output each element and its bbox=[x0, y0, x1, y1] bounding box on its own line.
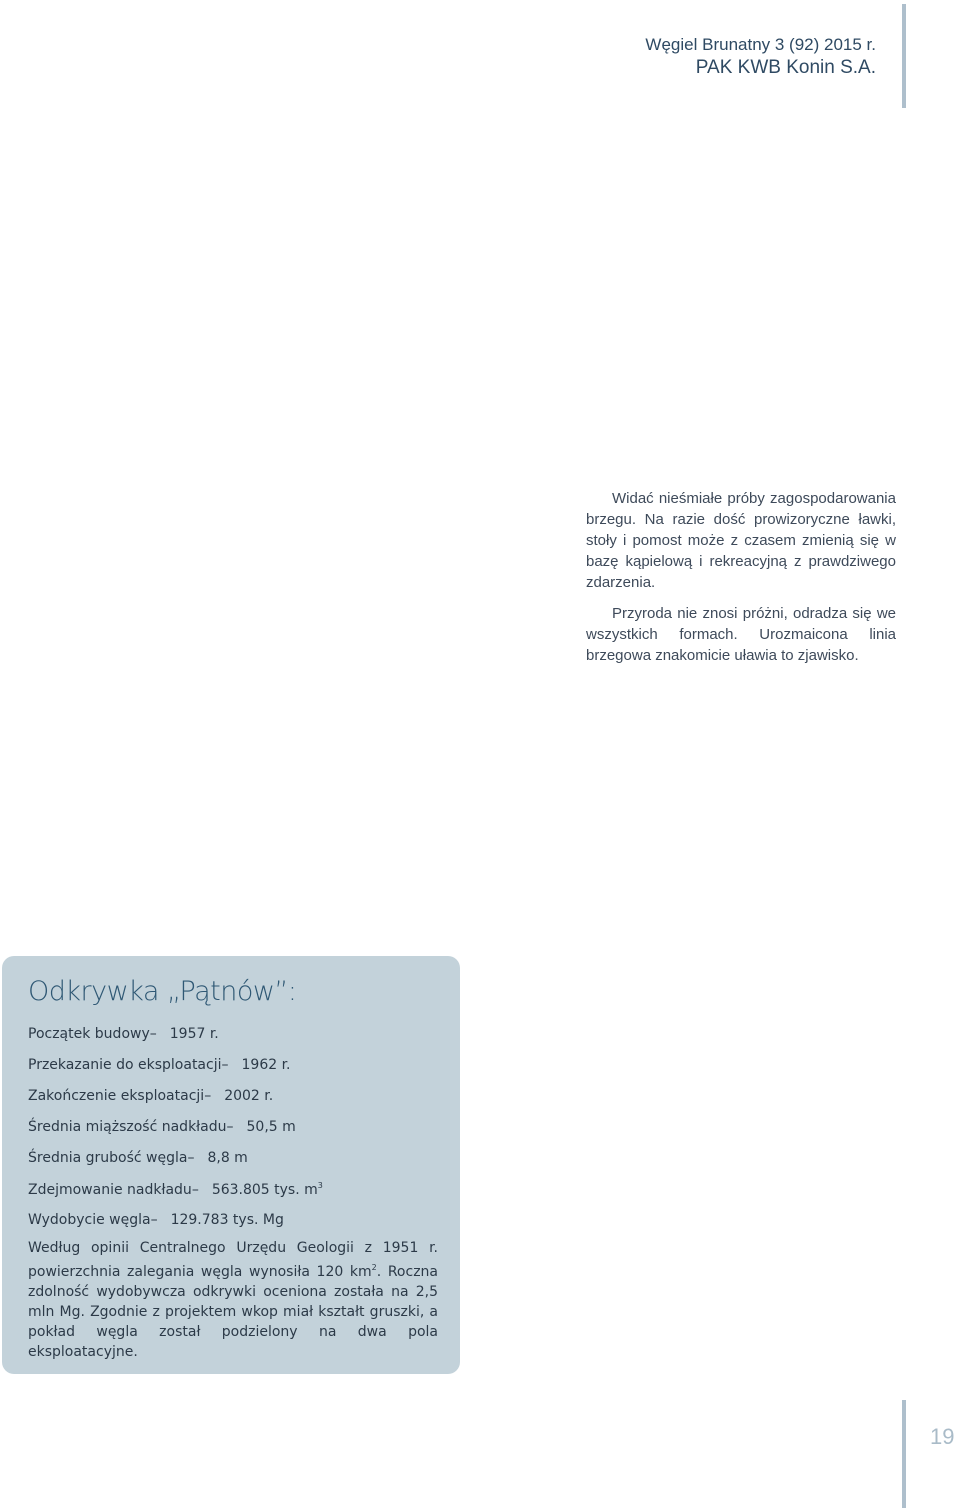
fact-row: Zdejmowanie nadkładu– 563.805 tys. $m^3$ bbox=[28, 1181, 323, 1198]
fact-row: Przekazanie do eksploatacji– 1962 r. bbox=[28, 1057, 291, 1073]
info-box bbox=[2, 956, 460, 1374]
fact-label: Zakończenie eksploatacji bbox=[28, 1088, 205, 1104]
fact-row: Średnia miąższość nadkładu– 50,5 m bbox=[28, 1119, 296, 1135]
fact-value: 563.805 tys. m bbox=[211, 1182, 318, 1198]
info-box-note bbox=[28, 1238, 438, 1362]
journal-title: Węgiel Brunatny 3 (92) 2015 r. bbox=[645, 35, 876, 54]
header-rule bbox=[902, 4, 906, 108]
paragraph: Przyroda nie znosi próżni, odradza się we wszystkich formach. Urozmaicona linia brzegowa znakomicie uławia to zjawisko. bbox=[586, 605, 896, 664]
fact-row: Początek budowy– 1957 r. bbox=[28, 1026, 219, 1042]
fact-value: 2002 r. bbox=[224, 1088, 274, 1104]
fact-label: Przekazanie do eksploatacji bbox=[28, 1057, 222, 1073]
note-text: Według opinii Centralnego Urzędu Geologii z 1951 r. powierzchnia zalegania węgla wynosiła 120 km bbox=[28, 1240, 438, 1280]
info-box-title: Odkrywka „Pątnów”: bbox=[28, 976, 297, 1007]
superscript: 2 bbox=[371, 1263, 377, 1272]
paragraph: Widać nieśmiałe próby zagospodarowania brzegu. Na razie dość prowizoryczne ławki, stoły i pomost może z czasem zmienią się w bazę kąpielową i rekreacyjną z prawdziwego zdarzenia. bbox=[586, 490, 896, 591]
fact-label: Początek budowy bbox=[28, 1026, 150, 1042]
fact-row: Wydobycie węgla– 129.783 tys. Mg bbox=[28, 1212, 284, 1228]
note-text: . Roczna zdolność wydobywcza odkrywki oceniona została na 2,5 mln Mg. Zgodnie z projektem wkop miał kształt gruszki, a pokład węgla został podzielony na dwa pola eksploatacyjne. bbox=[28, 1264, 438, 1360]
fact-value: 1957 r. bbox=[169, 1026, 219, 1042]
fact-label: Średnia miąższość nadkładu bbox=[28, 1119, 227, 1135]
fact-label: Wydobycie węgla bbox=[28, 1212, 151, 1228]
company-name: PAK KWB Konin S.A. bbox=[695, 57, 876, 78]
fact-value: 50,5 m bbox=[246, 1119, 296, 1135]
footer-rule bbox=[902, 1400, 906, 1508]
superscript: 3 bbox=[317, 1181, 323, 1190]
fact-row: Zakończenie eksploatacji– 2002 r. bbox=[28, 1088, 274, 1104]
fact-row: Średnia grubość węgla– 8,8 m bbox=[28, 1150, 248, 1166]
fact-value: 1962 r. bbox=[241, 1057, 291, 1073]
fact-value: 8,8 m bbox=[207, 1150, 248, 1166]
fact-value: 129.783 tys. Mg bbox=[170, 1212, 284, 1228]
body-text bbox=[586, 488, 896, 676]
fact-label: Zdejmowanie nadkładu bbox=[28, 1182, 192, 1198]
page-number: 19 bbox=[930, 1424, 955, 1449]
running-header bbox=[645, 34, 876, 80]
fact-label: Średnia grubość węgla bbox=[28, 1150, 188, 1166]
